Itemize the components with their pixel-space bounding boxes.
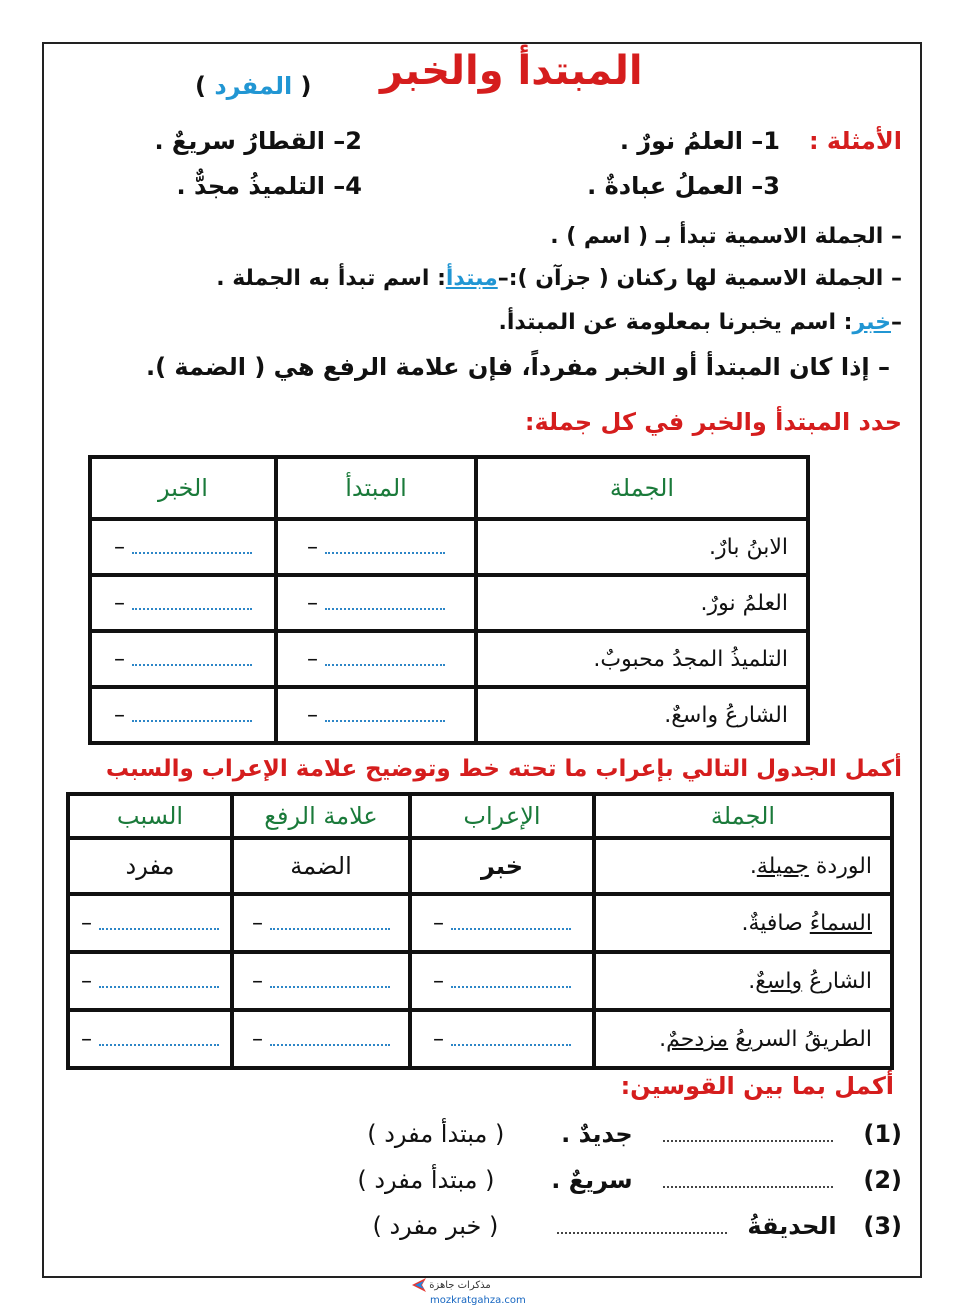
sentence-cell: الشارعُ واسعٌ. <box>476 687 808 743</box>
header-reason: السبب <box>68 794 232 838</box>
header-sentence: الجملة <box>476 457 808 519</box>
mubtada-blank[interactable]: – <box>276 519 476 575</box>
mark-cell: الضمة <box>232 838 410 894</box>
reason-blank[interactable]: – <box>68 1010 232 1068</box>
table-row <box>68 894 892 952</box>
rule-3: –خبر: اسم يخبرنا بمعلومة عن المبتدأ. <box>498 310 902 335</box>
example-1: 1– العلمُ نورٌ . <box>619 127 780 155</box>
examples-label: الأمثلة : <box>808 127 902 155</box>
header-irab: الإعراب <box>410 794 594 838</box>
mark-blank[interactable]: – <box>232 894 410 952</box>
irab-blank[interactable]: – <box>410 1010 594 1068</box>
mubtada-blank[interactable]: – <box>276 687 476 743</box>
footer-logo: مذكرات جاهزة <box>412 1278 491 1292</box>
mubtada-blank[interactable]: – <box>276 575 476 631</box>
example-2: 2– القطارُ سريعٌ . <box>154 127 362 155</box>
khabar-blank[interactable]: – <box>90 687 276 743</box>
rule-4: – إذا كان المبتدأ أو الخبر مفرداً، فإن علامة الرفع هي ( الضمة ). <box>145 353 890 381</box>
list-item: (3) الحديقةُ ( خبر مفرد ) <box>372 1212 902 1240</box>
header-khabar: الخبر <box>90 457 276 519</box>
answer-blank[interactable] <box>663 1126 833 1142</box>
khabar-blank[interactable]: – <box>90 631 276 687</box>
reason-blank[interactable]: – <box>68 952 232 1010</box>
sentence-cell: التلميذُ المجدُ محبوبٌ. <box>476 631 808 687</box>
list-item: (2) سريعٌ . ( مبتدأ مفرد ) <box>357 1166 902 1194</box>
table-row <box>90 519 808 575</box>
mark-blank[interactable]: – <box>232 1010 410 1068</box>
rule-1: – الجملة الاسمية تبدأ بـ ( اسم ) . <box>550 224 902 249</box>
answer-blank[interactable] <box>557 1218 727 1234</box>
rule-2: – الجملة الاسمية لها ركنان ( جزآن ):–مبتدأ: اسم تبدأ به الجملة . <box>216 266 902 291</box>
header-mubtada: المبتدأ <box>276 457 476 519</box>
sentence-cell: السماءُ صافيةٌ. <box>594 894 892 952</box>
logo-icon <box>412 1278 426 1292</box>
exercise1-table <box>88 455 810 745</box>
table-row <box>90 575 808 631</box>
irab-blank[interactable]: – <box>410 952 594 1010</box>
sentence-cell: الابنُ بارٌ. <box>476 519 808 575</box>
header-sentence: الجملة <box>594 794 892 838</box>
subtitle-word: المفرد <box>214 72 293 100</box>
exercise1-heading: حدد المبتدأ والخبر في كل جملة: <box>524 408 902 436</box>
mark-blank[interactable]: – <box>232 952 410 1010</box>
list-item: (1) جديدٌ . ( مبتدأ مفرد ) <box>367 1120 902 1148</box>
sentence-cell: الوردة جميلة. <box>594 838 892 894</box>
irab-blank[interactable]: – <box>410 894 594 952</box>
exercise3-heading: أكمل بما بين القوسين: <box>620 1072 894 1100</box>
irab-cell: خبر <box>410 838 594 894</box>
page-subtitle <box>195 72 312 100</box>
mubtada-blank[interactable]: – <box>276 631 476 687</box>
reason-cell: مفرد <box>68 838 232 894</box>
table-row <box>90 687 808 743</box>
example-4: 4– التلميذُ مجدٌّ . <box>176 172 362 200</box>
table-row <box>68 952 892 1010</box>
subtitle-open: ( <box>195 72 206 100</box>
table-row <box>68 838 892 894</box>
khabar-blank[interactable]: – <box>90 519 276 575</box>
subtitle-close: ) <box>300 72 312 100</box>
answer-blank[interactable] <box>663 1172 833 1188</box>
header-mark: علامة الرفع <box>232 794 410 838</box>
footer-url[interactable]: mozkratgahza.com <box>430 1295 526 1306</box>
term-mubtada: مبتدأ <box>445 266 498 291</box>
page-title: المبتدأ والخبر <box>380 48 643 94</box>
table-row <box>90 631 808 687</box>
sentence-cell: الشارعُ واسعٌ. <box>594 952 892 1010</box>
example-3: 3– العملُ عبادةٌ . <box>587 172 780 200</box>
exercise2-table <box>66 792 894 1070</box>
khabar-blank[interactable]: – <box>90 575 276 631</box>
sentence-cell: الطريقُ السريعُ مزدحمٌ. <box>594 1010 892 1068</box>
exercise2-heading: أكمل الجدول التالي بإعراب ما تحته خط وتوضيح علامة الإعراب والسبب <box>105 756 902 782</box>
sentence-cell: العلمُ نورٌ. <box>476 575 808 631</box>
term-khabar: خبر <box>852 310 891 335</box>
table-row <box>68 1010 892 1068</box>
reason-blank[interactable]: – <box>68 894 232 952</box>
